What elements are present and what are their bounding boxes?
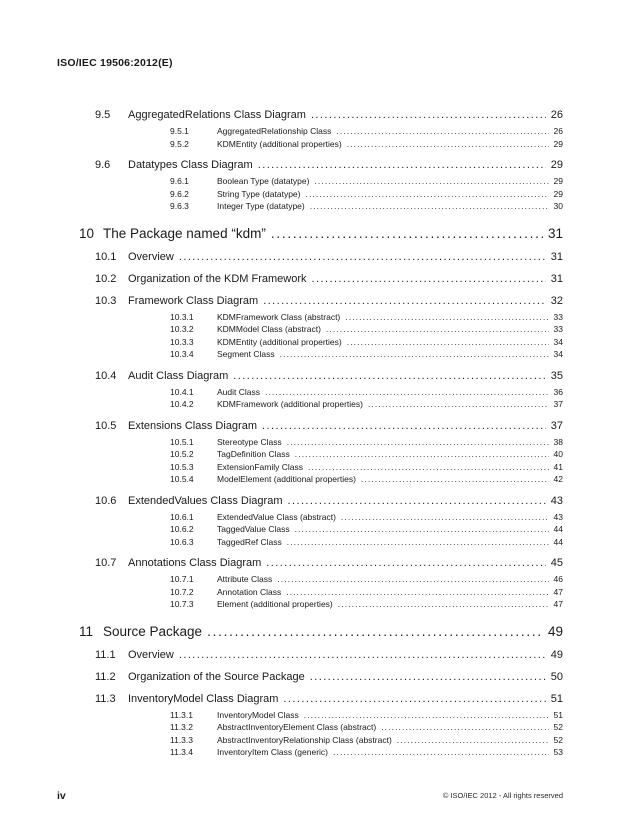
toc-entry-title: Framework Class Diagram [128,294,259,307]
dot-leader [333,746,549,759]
toc-entry[interactable] [57,386,563,399]
dot-leader [314,175,548,188]
toc-entry-page: 43 [553,511,563,522]
toc-entry-number: 10 [79,225,95,241]
toc-entry-number: 10.5.2 [170,449,194,459]
toc-entry-title: ExtendedValue Class (abstract) [217,511,336,522]
toc-entry-title: ExtensionFamily Class [217,461,303,472]
toc-entry-number: 11.3.3 [170,734,194,745]
toc-entry-title: AbstractInventoryElement Class (abstract) [217,722,377,732]
toc-entry-page: 31 [547,225,563,241]
toc-entry-page: 29 [553,188,563,199]
toc-entry[interactable] [57,225,563,242]
dot-leader [341,511,549,524]
toc-entry-title: InventoryItem Class (generic) [217,747,329,757]
toc-entry-page: 47 [553,586,563,597]
toc-entry-page: 36 [553,386,563,397]
toc-entry-page: 51 [553,709,563,720]
toc-entry[interactable] [57,692,563,706]
toc-entry-page: 50 [550,670,563,683]
toc-entry-title: KDMEntity (additional properties) [217,336,342,347]
footer-page-number: iv [57,790,66,802]
toc-entry-title: ModelElement (additional properties) [217,474,356,484]
dot-leader [304,709,549,722]
toc-entry-title: TaggedValue Class [217,524,290,534]
toc-entry-page: 35 [550,369,563,382]
toc-entry-page: 42 [553,474,563,484]
toc-entry-number: 10.3.4 [170,349,194,359]
toc-entry-title: Attribute Class [217,574,273,584]
toc-entry-number: 9.6.3 [170,201,189,211]
toc-entry-title: Annotations Class Diagram [128,557,262,569]
toc-entry-page: 46 [553,574,563,584]
toc-entry-number: 11.3 [95,692,116,705]
toc-entry-number: 10.1 [95,250,117,263]
toc-entry-page: 47 [553,599,563,609]
toc-entry-page: 32 [550,294,563,307]
toc-entry[interactable] [57,461,563,474]
toc-entry-title: Integer Type (datatype) [217,201,305,211]
toc-entry-number: 11.1 [95,648,116,661]
toc-entry-number: 10.6.2 [170,524,194,534]
toc-entry-page: 43 [550,494,563,507]
dot-leader [310,200,549,213]
toc-entry-title: Source Package [103,623,203,639]
toc-entry-number: 10.5.4 [170,474,194,484]
toc-entry[interactable] [57,294,563,308]
dot-leader [263,294,546,308]
toc-entry[interactable] [57,573,563,586]
toc-entry[interactable] [57,369,563,383]
toc-entry-number: 10.6.3 [170,536,194,547]
toc-entry-title: Stereotype Class [217,436,282,447]
toc-entry-page: 34 [553,349,563,359]
toc-entry-title: Overview [128,648,174,661]
toc-entry-title: Organization of the KDM Framework [128,272,307,285]
toc-entry-page: 44 [553,536,563,547]
dot-leader [308,461,549,474]
toc-entry-title: Boolean Type (datatype) [217,176,310,186]
toc-entry[interactable] [57,648,563,662]
toc-entry[interactable] [57,419,563,433]
toc-entry-number: 10.7.2 [170,586,194,597]
toc-entry-number: 10.4 [95,369,117,382]
toc-entry-number: 10.4.2 [170,399,194,409]
dot-leader [310,670,546,684]
toc-entry-title: Overview [128,250,174,263]
dot-leader [381,721,548,734]
toc-entry[interactable] [57,158,563,172]
toc-entry-title: Organization of the Source Package [128,670,305,683]
toc-entry[interactable] [57,188,563,201]
toc-entry[interactable] [57,556,563,570]
dot-leader [336,125,548,138]
toc-entry-page: 53 [553,747,563,757]
dot-leader [326,323,549,336]
toc-entry-page: 29 [553,138,563,149]
toc-entry-number: 11 [79,623,94,639]
dot-leader [361,473,549,486]
dot-leader [338,598,549,611]
toc-entry-number: 10.7.1 [170,574,194,584]
toc-entry-page: 30 [553,201,563,211]
dot-leader [295,448,549,461]
toc-entry[interactable] [57,348,563,361]
dot-leader [287,494,545,508]
dot-leader [347,336,549,349]
footer-copyright: © ISO/IEC 2012 - All rights reserved [442,791,563,800]
toc-entry-number: 11.3.1 [170,709,194,720]
toc-entry-page: 40 [553,449,563,459]
toc-entry-title: Annotation Class [217,586,282,597]
toc-entry[interactable] [57,746,563,759]
dot-leader [311,108,546,122]
toc-entry[interactable] [57,623,563,640]
toc-entry[interactable] [57,138,563,151]
toc-entry[interactable] [57,536,563,549]
toc-entry-page: 26 [553,126,563,136]
dot-leader [262,419,546,433]
dot-leader [258,158,546,172]
toc-entry-page: 33 [553,324,563,334]
dot-leader [368,398,549,411]
toc-entry[interactable] [57,473,563,486]
toc-entry-title: Audit Class Diagram [128,369,229,382]
dot-leader [271,225,543,242]
toc-entry-page: 37 [553,399,563,409]
toc-entry-page: 52 [553,722,563,732]
toc-entry[interactable] [57,398,563,411]
toc-entry-page: 51 [550,692,563,705]
dot-leader [207,623,543,640]
toc-entry-number: 10.2 [95,272,117,285]
toc-entry-page: 52 [553,734,563,745]
toc-entry-title: KDMEntity (additional properties) [217,138,342,149]
toc-entry-number: 9.6.1 [170,176,189,186]
toc-entry[interactable] [57,511,563,524]
toc-entry-title: TagDefinition Class [217,449,290,459]
toc-entry-title: InventoryModel Class [217,709,299,720]
toc-entry-page: 29 [550,159,563,171]
document-header-reference: ISO/IEC 19506:2012(E) [57,57,173,69]
dot-leader [312,272,546,286]
dot-leader [286,586,548,599]
dot-leader [283,692,545,706]
toc-entry[interactable] [57,586,563,599]
toc-entry-number: 9.6 [95,159,111,171]
toc-entry-page: 41 [553,461,563,472]
toc-entry-page: 38 [553,436,563,447]
toc-entry[interactable] [57,311,563,324]
toc-entry-page: 33 [553,311,563,322]
dot-leader [179,250,546,264]
dot-leader [287,536,549,549]
toc-entry-number: 11.3.2 [170,722,194,732]
toc-entry[interactable] [57,523,563,536]
toc-entry-title: String Type (datatype) [217,188,301,199]
toc-entry-title: TaggedRef Class [217,536,282,547]
toc-entry[interactable] [57,272,563,286]
dot-leader [295,523,549,536]
toc-entry-number: 10.6.1 [170,511,194,522]
toc-entry-number: 10.3 [95,294,117,307]
toc-entry-page: 37 [550,419,563,432]
toc-entry[interactable] [57,250,563,264]
toc-entry[interactable] [57,125,563,138]
toc-entry[interactable] [57,436,563,449]
toc-entry-number: 10.5 [95,419,117,432]
toc-entry-number: 10.6 [95,494,117,507]
toc-entry-number: 10.5.3 [170,461,194,472]
toc-entry-number: 10.7.3 [170,599,194,609]
toc-entry-title: ExtendedValues Class Diagram [128,494,283,507]
toc-entry-page: 44 [553,524,563,534]
toc-entry[interactable] [57,721,563,734]
toc-entry-number: 10.3.1 [170,311,194,322]
toc-entry-title: KDMFramework (additional properties) [217,399,363,409]
toc-entry-number: 10.3.3 [170,336,194,347]
toc-entry-number: 10.7 [95,557,117,569]
toc-entry-number: 10.4.1 [170,386,194,397]
toc-entry-page: 49 [550,648,563,661]
toc-entry-number: 9.6.2 [170,188,189,199]
toc-entry-page: 45 [550,557,563,569]
toc-entry-number: 11.2 [95,670,116,683]
toc-entry-number: 10.3.2 [170,324,194,334]
dot-leader [280,348,549,361]
toc-entry-title: Audit Class [217,386,260,397]
toc-entry-title: KDMFramework Class (abstract) [217,311,341,322]
toc-entry-title: AggregatedRelationship Class [217,126,332,136]
dot-leader [347,138,549,151]
toc-entry[interactable] [57,598,563,611]
toc-entry[interactable] [57,448,563,461]
toc-entry-page: 31 [550,250,563,263]
toc-entry-title: Segment Class [217,349,275,359]
dot-leader [287,436,549,449]
toc-entry-number: 11.3.4 [170,747,194,757]
dot-leader [397,734,549,747]
toc-entry[interactable] [57,670,563,684]
toc-entry-page: 31 [550,272,563,285]
toc-entry[interactable] [57,734,563,747]
toc-list [57,100,563,759]
dot-leader [305,188,548,201]
toc-entry[interactable] [57,108,563,122]
toc-entry-number: 9.5.1 [170,126,189,136]
dot-leader [233,369,545,383]
toc-entry-title: The Package named “kdm” [103,225,266,241]
toc-entry[interactable] [57,323,563,336]
toc-entry-page: 34 [553,336,563,347]
toc-entry-title: Datatypes Class Diagram [128,159,253,171]
toc-entry-number: 10.5.1 [170,436,194,447]
toc-entry[interactable] [57,709,563,722]
toc-entry-page: 26 [550,109,563,121]
toc-entry[interactable] [57,494,563,508]
toc-entry-title: InventoryModel Class Diagram [128,692,279,705]
dot-leader [265,386,549,399]
toc-entry-number: 9.5 [95,109,111,121]
toc-entry[interactable] [57,175,563,188]
dot-leader [345,311,548,324]
toc-entry-title: KDMModel Class (abstract) [217,324,321,334]
toc-entry-title: AbstractInventoryRelationship Class (abstract) [217,734,392,745]
toc-entry-number: 9.5.2 [170,138,189,149]
toc-entry-title: Element (additional properties) [217,599,333,609]
toc-entry-page: 29 [553,176,563,186]
dot-leader [179,648,546,662]
toc-entry[interactable] [57,200,563,213]
dot-leader [277,573,548,586]
toc-entry-page: 49 [547,623,563,639]
dot-leader [266,556,545,570]
toc-entry-title: AggregatedRelations Class Diagram [128,109,306,121]
toc-entry[interactable] [57,336,563,349]
toc-entry-title: Extensions Class Diagram [128,419,257,432]
